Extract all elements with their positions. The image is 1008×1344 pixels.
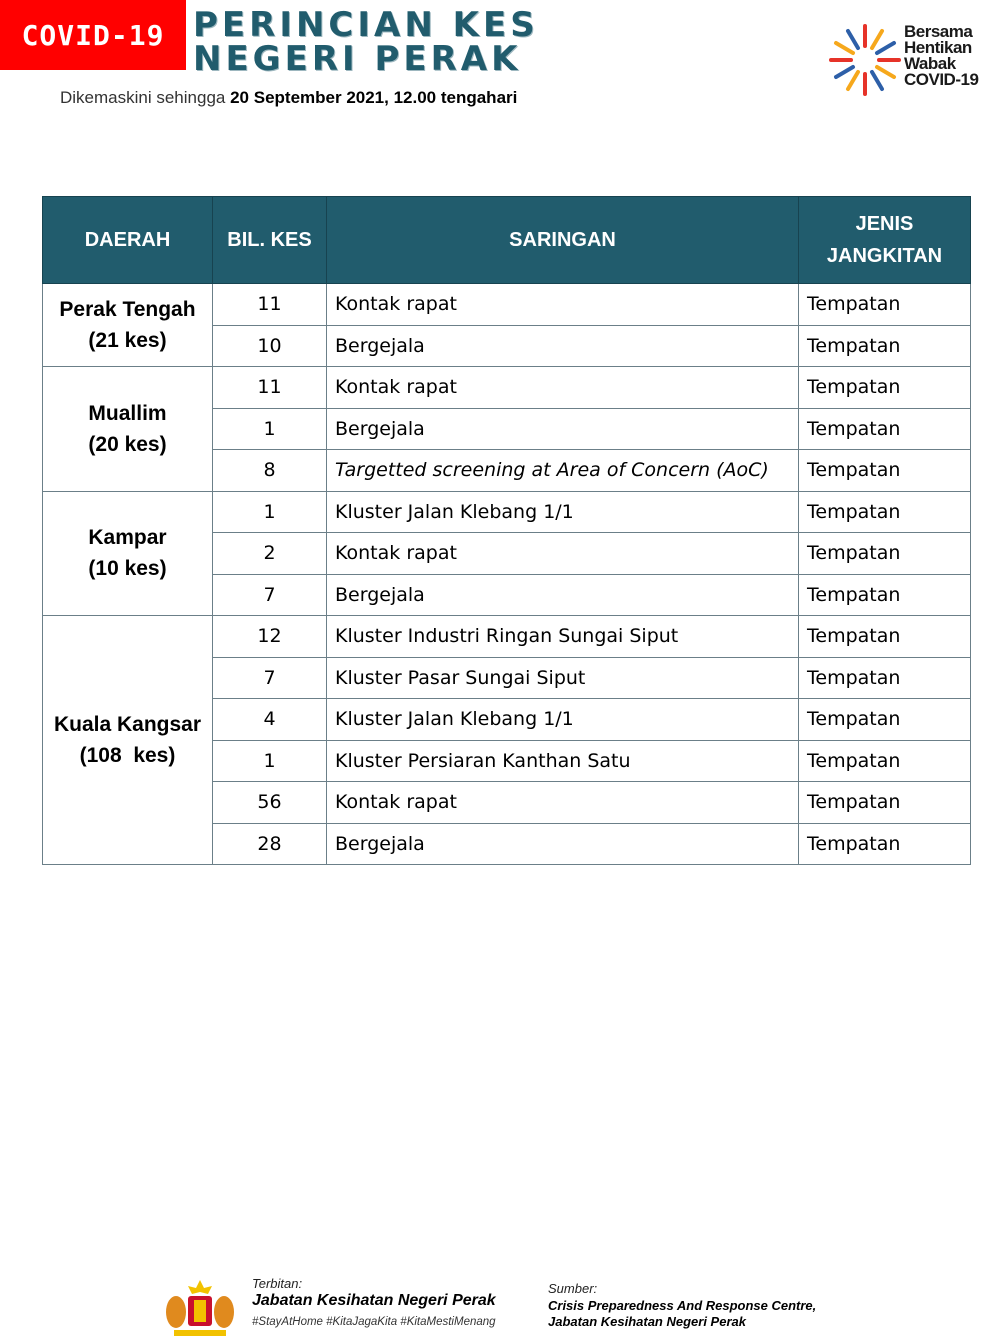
case-count: 56	[213, 782, 327, 824]
infection-type: Tempatan	[799, 367, 971, 409]
publisher-name: Jabatan Kesihatan Negeri Perak	[252, 1292, 496, 1309]
screening: Kluster Jalan Klebang 1/1	[327, 699, 799, 741]
screening: Kluster Pasar Sungai Siput	[327, 657, 799, 699]
source-label: Sumber:	[548, 1281, 598, 1296]
sunburst-icon	[827, 20, 903, 100]
screening: Bergejala	[327, 823, 799, 865]
case-count: 2	[213, 533, 327, 575]
state-crest-icon	[160, 1278, 240, 1338]
case-count: 8	[213, 450, 327, 492]
district-total: (20 kes)	[88, 432, 167, 456]
case-count: 28	[213, 823, 327, 865]
district-name: Kampar	[88, 526, 167, 550]
screening: Kontak rapat	[327, 367, 799, 409]
infection-type: Tempatan	[799, 533, 971, 575]
district-name: Perak Tengah	[59, 298, 196, 321]
infection-type: Tempatan	[799, 616, 971, 658]
case-count: 7	[213, 574, 327, 616]
screening: Kontak rapat	[327, 284, 799, 326]
district-name: Muallim	[88, 401, 167, 425]
header-jenis-jangkitan	[799, 197, 971, 284]
header-bil-kes: BIL. KES	[213, 197, 327, 284]
case-count: 11	[213, 367, 327, 409]
source-line-2: Jabatan Kesihatan Negeri Perak	[548, 1314, 746, 1329]
screening: Kontak rapat	[327, 782, 799, 824]
screening: Bergejala	[327, 574, 799, 616]
logo-line-4: COVID-19	[904, 70, 979, 89]
logo-line-1: Bersama	[904, 22, 973, 41]
infection-type: Tempatan	[799, 284, 971, 326]
updated-text	[60, 88, 517, 108]
infection-type: Tempatan	[799, 823, 971, 865]
table-row	[43, 367, 971, 409]
infection-type: Tempatan	[799, 491, 971, 533]
table-row	[43, 284, 971, 326]
case-count: 1	[213, 408, 327, 450]
infection-type: Tempatan	[799, 574, 971, 616]
infection-type: Tempatan	[799, 699, 971, 741]
screening: Bergejala	[327, 408, 799, 450]
infection-type: Tempatan	[799, 408, 971, 450]
district-cell	[43, 367, 213, 492]
case-count: 10	[213, 325, 327, 367]
district-name: Kuala Kangsar	[53, 713, 202, 736]
case-count: 4	[213, 699, 327, 741]
header-jenis-line-2: JANGKITAN	[826, 245, 943, 267]
updated-date: 20 September 2021, 12.00 tengahari	[230, 88, 518, 107]
screening: Kontak rapat	[327, 533, 799, 575]
screening: Kluster Persiaran Kanthan Satu	[327, 740, 799, 782]
covid-badge: COVID-19	[0, 0, 186, 70]
updated-prefix: Dikemaskini sehingga	[60, 88, 231, 107]
screening: Kluster Industri Ringan Sungai Siput	[327, 616, 799, 658]
logo-line-2: Hentikan	[904, 38, 972, 57]
case-table	[42, 196, 971, 865]
header-jenis-line-1: JENIS	[855, 213, 914, 235]
infection-type: Tempatan	[799, 325, 971, 367]
screening: Bergejala	[327, 325, 799, 367]
table-header-row	[43, 197, 971, 284]
logo-line-3: Wabak	[904, 54, 956, 73]
logo-text	[904, 24, 978, 88]
page-title	[193, 5, 539, 79]
case-count: 1	[213, 491, 327, 533]
table-row	[43, 491, 971, 533]
district-cell	[43, 491, 213, 616]
district-total: (108 kes)	[79, 744, 176, 767]
district-total: (21 kes)	[88, 329, 167, 352]
case-count: 12	[213, 616, 327, 658]
table-row	[43, 616, 971, 658]
district-cell	[43, 616, 213, 865]
infection-type: Tempatan	[799, 782, 971, 824]
publisher-label: Terbitan:	[252, 1276, 303, 1291]
district-total: (10 kes)	[88, 557, 167, 581]
screening: Targetted screening at Area of Concern (AoC)	[327, 450, 799, 492]
title-line-1: PERINCIAN KES	[193, 5, 539, 45]
source-line-1: Crisis Preparedness And Response Centre,	[548, 1298, 817, 1313]
header-saringan: SARINGAN	[327, 197, 799, 284]
case-count: 11	[213, 284, 327, 326]
screening: Kluster Jalan Klebang 1/1	[327, 491, 799, 533]
infection-type: Tempatan	[799, 657, 971, 699]
header-daerah: DAERAH	[43, 197, 213, 284]
case-count: 7	[213, 657, 327, 699]
case-count: 1	[213, 740, 327, 782]
district-cell	[43, 284, 213, 367]
infection-type: Tempatan	[799, 740, 971, 782]
title-line-2: NEGERI PERAK	[193, 39, 522, 79]
campaign-logo	[827, 20, 997, 100]
infection-type: Tempatan	[799, 450, 971, 492]
hashtags: #StayAtHome #KitaJagaKita #KitaMestiMenang	[252, 1316, 496, 1328]
